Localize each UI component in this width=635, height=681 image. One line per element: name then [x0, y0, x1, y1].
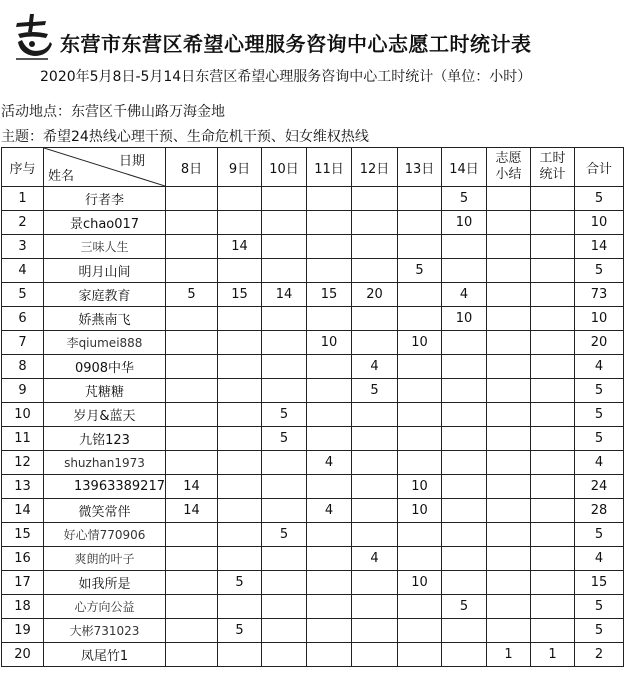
day-hours-cell [166, 427, 218, 451]
day-hours-cell: 5 [398, 259, 442, 283]
day-hours-cell [307, 379, 352, 403]
table-row [2, 283, 624, 307]
day-hours-cell [166, 403, 218, 427]
day-hours-cell [307, 235, 352, 259]
day-hours-cell [442, 499, 487, 523]
day-hours-cell: 4 [307, 499, 352, 523]
summary-hours-cell [487, 307, 531, 331]
row-index-cell: 10 [2, 403, 44, 427]
day-hours-cell: 4 [307, 451, 352, 475]
total-hours-cell: 5 [575, 523, 624, 547]
day-hours-cell [166, 547, 218, 571]
table-row [2, 499, 624, 523]
day-hours-cell [442, 427, 487, 451]
row-index-cell: 9 [2, 379, 44, 403]
day-hours-cell [262, 643, 307, 667]
day-hours-cell [218, 547, 262, 571]
stats-hours-cell [531, 211, 575, 235]
day-hours-cell [262, 355, 307, 379]
day-hours-cell [307, 523, 352, 547]
day-hours-cell [307, 595, 352, 619]
day-hours-cell [262, 331, 307, 355]
day-hours-cell: 5 [166, 283, 218, 307]
stats-hours-cell [531, 331, 575, 355]
stats-hours-cell [531, 355, 575, 379]
stats-hours-cell [531, 187, 575, 211]
day-hours-cell [442, 355, 487, 379]
summary-hours-cell: 1 [487, 643, 531, 667]
stats-hours-cell [531, 379, 575, 403]
stats-hours-cell [531, 259, 575, 283]
day-hours-cell: 5 [352, 379, 398, 403]
day-hours-cell [352, 619, 398, 643]
day-hours-cell [307, 355, 352, 379]
row-index-cell: 3 [2, 235, 44, 259]
day-hours-cell: 10 [442, 307, 487, 331]
volunteer-name-cell: 岁月&蓝天 [44, 403, 166, 427]
volunteer-name-cell: 如我所是 [44, 571, 166, 595]
col-total-header: 合计 [575, 148, 624, 187]
day-hours-cell [218, 355, 262, 379]
summary-hours-cell [487, 235, 531, 259]
day-hours-cell [166, 235, 218, 259]
day-hours-cell [262, 595, 307, 619]
day-hours-cell [398, 523, 442, 547]
volunteer-name-cell: 0908中华 [44, 355, 166, 379]
day-hours-cell [398, 355, 442, 379]
day-hours-cell: 4 [352, 547, 398, 571]
stats-hours-cell [531, 307, 575, 331]
table-row [2, 235, 624, 259]
stats-hours-cell [531, 571, 575, 595]
volunteer-name-cell: 微笑常伴 [44, 499, 166, 523]
col-day-header: 11日 [307, 148, 352, 187]
day-hours-cell [442, 643, 487, 667]
day-hours-cell: 5 [262, 523, 307, 547]
day-hours-cell [398, 283, 442, 307]
day-hours-cell [218, 451, 262, 475]
volunteer-name-cell: 13963389217 [44, 475, 166, 499]
day-hours-cell: 5 [442, 187, 487, 211]
activity-location: 活动地点：东营区千佛山路万海金地 [1, 104, 225, 120]
volunteer-name-cell: 景chao017 [44, 211, 166, 235]
day-hours-cell [262, 235, 307, 259]
row-index-cell: 13 [2, 475, 44, 499]
stats-hours-cell [531, 403, 575, 427]
volunteer-name-cell: 娇燕南飞 [44, 307, 166, 331]
summary-hours-cell [487, 187, 531, 211]
table-header-row [2, 148, 624, 187]
day-hours-cell [166, 451, 218, 475]
day-hours-cell [166, 331, 218, 355]
row-index-cell: 7 [2, 331, 44, 355]
summary-hours-cell [487, 259, 531, 283]
day-hours-cell [352, 475, 398, 499]
table-row [2, 595, 624, 619]
day-hours-cell [218, 307, 262, 331]
day-hours-cell [352, 499, 398, 523]
row-index-cell: 16 [2, 547, 44, 571]
row-index-cell: 5 [2, 283, 44, 307]
total-hours-cell: 10 [575, 211, 624, 235]
col-stats-line1: 工时 [539, 151, 566, 166]
table-row [2, 571, 624, 595]
day-hours-cell [166, 379, 218, 403]
day-hours-cell: 5 [262, 427, 307, 451]
col-day-header: 8日 [166, 148, 218, 187]
summary-hours-cell [487, 547, 531, 571]
total-hours-cell: 24 [575, 475, 624, 499]
day-hours-cell [262, 547, 307, 571]
page-title: 东营市东营区希望心理服务咨询中心志愿工时统计表 [60, 32, 532, 56]
day-hours-cell [307, 619, 352, 643]
day-hours-cell [218, 427, 262, 451]
day-hours-cell: 4 [352, 355, 398, 379]
day-hours-cell: 14 [262, 283, 307, 307]
total-hours-cell: 4 [575, 451, 624, 475]
summary-hours-cell [487, 211, 531, 235]
day-hours-cell [166, 187, 218, 211]
day-hours-cell [398, 211, 442, 235]
volunteer-name-cell: 大彬731023 [44, 619, 166, 643]
row-index-cell: 14 [2, 499, 44, 523]
summary-hours-cell [487, 595, 531, 619]
day-hours-cell [352, 235, 398, 259]
total-hours-cell: 5 [575, 259, 624, 283]
day-hours-cell: 10 [307, 331, 352, 355]
col-name-date-header [44, 148, 166, 187]
day-hours-cell [262, 379, 307, 403]
table-row [2, 187, 624, 211]
day-hours-cell: 15 [218, 283, 262, 307]
day-hours-cell [262, 211, 307, 235]
day-hours-cell [442, 331, 487, 355]
summary-hours-cell [487, 451, 531, 475]
day-hours-cell [166, 595, 218, 619]
total-hours-cell: 10 [575, 307, 624, 331]
day-hours-cell: 5 [442, 595, 487, 619]
total-hours-cell: 5 [575, 427, 624, 451]
volunteer-name-cell: 爽朗的叶子 [44, 547, 166, 571]
day-hours-cell [166, 211, 218, 235]
day-hours-cell [442, 475, 487, 499]
day-hours-cell: 10 [398, 499, 442, 523]
day-hours-cell [262, 451, 307, 475]
day-hours-cell [218, 595, 262, 619]
day-hours-cell [398, 307, 442, 331]
day-hours-cell [218, 187, 262, 211]
stats-hours-cell [531, 427, 575, 451]
volunteer-name-cell: 李qiumei888 [44, 331, 166, 355]
day-hours-cell [307, 547, 352, 571]
day-hours-cell [442, 451, 487, 475]
day-hours-cell [166, 259, 218, 283]
col-summary-header [487, 148, 531, 187]
stats-hours-cell [531, 475, 575, 499]
day-hours-cell [442, 619, 487, 643]
table-row [2, 451, 624, 475]
day-hours-cell [218, 403, 262, 427]
table-row [2, 403, 624, 427]
volunteer-name-cell: 行者李 [44, 187, 166, 211]
day-hours-cell [398, 547, 442, 571]
day-hours-cell [262, 571, 307, 595]
day-hours-cell [352, 307, 398, 331]
day-hours-cell [307, 187, 352, 211]
stats-hours-cell [531, 595, 575, 619]
day-hours-cell [307, 571, 352, 595]
total-hours-cell: 15 [575, 571, 624, 595]
col-index-header: 序与 [2, 148, 44, 187]
stats-hours-cell [531, 283, 575, 307]
col-day-header: 14日 [442, 148, 487, 187]
day-hours-cell [218, 643, 262, 667]
summary-hours-cell [487, 331, 531, 355]
stats-hours-cell [531, 499, 575, 523]
day-hours-cell [307, 475, 352, 499]
row-index-cell: 4 [2, 259, 44, 283]
day-hours-cell [218, 499, 262, 523]
day-hours-cell [442, 571, 487, 595]
day-hours-cell: 4 [442, 283, 487, 307]
total-hours-cell: 5 [575, 187, 624, 211]
day-hours-cell [398, 187, 442, 211]
day-hours-cell [398, 619, 442, 643]
day-hours-cell: 15 [307, 283, 352, 307]
volunteer-name-cell: 三味人生 [44, 235, 166, 259]
day-hours-cell [398, 427, 442, 451]
day-hours-cell: 14 [218, 235, 262, 259]
summary-hours-cell [487, 379, 531, 403]
summary-hours-cell [487, 403, 531, 427]
total-hours-cell: 5 [575, 403, 624, 427]
day-hours-cell [307, 307, 352, 331]
day-hours-cell [352, 595, 398, 619]
day-hours-cell [398, 235, 442, 259]
day-hours-cell [398, 379, 442, 403]
col-day-header: 13日 [398, 148, 442, 187]
summary-hours-cell [487, 283, 531, 307]
col-name-label: 姓名 [48, 169, 75, 184]
day-hours-cell: 5 [218, 571, 262, 595]
volunteer-name-cell: 好心情770906 [44, 523, 166, 547]
table-row [2, 643, 624, 667]
total-hours-cell: 4 [575, 355, 624, 379]
day-hours-cell [166, 619, 218, 643]
row-index-cell: 6 [2, 307, 44, 331]
summary-hours-cell [487, 355, 531, 379]
day-hours-cell [262, 619, 307, 643]
volunteer-name-cell: 凤尾竹1 [44, 643, 166, 667]
day-hours-cell [218, 475, 262, 499]
day-hours-cell [262, 307, 307, 331]
table-row [2, 331, 624, 355]
total-hours-cell: 28 [575, 499, 624, 523]
row-index-cell: 1 [2, 187, 44, 211]
day-hours-cell [442, 523, 487, 547]
table-row [2, 619, 624, 643]
day-hours-cell [352, 571, 398, 595]
day-hours-cell [442, 403, 487, 427]
day-hours-cell [218, 211, 262, 235]
row-index-cell: 8 [2, 355, 44, 379]
day-hours-cell [166, 307, 218, 331]
day-hours-cell [352, 403, 398, 427]
table-row [2, 547, 624, 571]
day-hours-cell [218, 523, 262, 547]
col-day-header: 12日 [352, 148, 398, 187]
day-hours-cell: 14 [166, 475, 218, 499]
day-hours-cell [218, 259, 262, 283]
volunteer-name-cell: 芃糖糖 [44, 379, 166, 403]
table-row [2, 307, 624, 331]
day-hours-cell [307, 427, 352, 451]
day-hours-cell [352, 523, 398, 547]
col-stats-line2: 统计 [539, 167, 566, 182]
stats-hours-cell: 1 [531, 643, 575, 667]
day-hours-cell [307, 643, 352, 667]
summary-hours-cell [487, 619, 531, 643]
activity-theme: 主题：希望24热线心理干预、生命危机干预、妇女维权热线 [1, 129, 369, 145]
day-hours-cell [352, 427, 398, 451]
day-hours-cell [166, 523, 218, 547]
total-hours-cell: 5 [575, 595, 624, 619]
day-hours-cell [307, 403, 352, 427]
col-day-header: 10日 [262, 148, 307, 187]
col-summary-line2: 小结 [495, 167, 522, 182]
row-index-cell: 19 [2, 619, 44, 643]
day-hours-cell: 10 [398, 331, 442, 355]
table-row [2, 259, 624, 283]
col-date-label: 日期 [118, 154, 145, 169]
row-index-cell: 2 [2, 211, 44, 235]
day-hours-cell [262, 475, 307, 499]
total-hours-cell: 73 [575, 283, 624, 307]
day-hours-cell [166, 355, 218, 379]
row-index-cell: 17 [2, 571, 44, 595]
day-hours-cell: 10 [398, 475, 442, 499]
day-hours-cell [218, 379, 262, 403]
stats-hours-cell [531, 451, 575, 475]
col-day-header: 9日 [218, 148, 262, 187]
total-hours-cell: 2 [575, 643, 624, 667]
day-hours-cell [398, 451, 442, 475]
total-hours-cell: 20 [575, 331, 624, 355]
summary-hours-cell [487, 475, 531, 499]
day-hours-cell [166, 643, 218, 667]
day-hours-cell [442, 235, 487, 259]
day-hours-cell [307, 211, 352, 235]
row-index-cell: 20 [2, 643, 44, 667]
table-row [2, 427, 624, 451]
day-hours-cell [352, 187, 398, 211]
row-index-cell: 12 [2, 451, 44, 475]
day-hours-cell [398, 403, 442, 427]
stats-hours-cell [531, 619, 575, 643]
day-hours-cell: 5 [262, 403, 307, 427]
summary-hours-cell [487, 427, 531, 451]
table-row [2, 523, 624, 547]
day-hours-cell [262, 499, 307, 523]
day-hours-cell [442, 259, 487, 283]
hours-table [1, 147, 624, 667]
volunteer-name-cell: 心方向公益 [44, 595, 166, 619]
day-hours-cell: 10 [398, 571, 442, 595]
volunteer-name-cell: 明月山间 [44, 259, 166, 283]
row-index-cell: 11 [2, 427, 44, 451]
day-hours-cell [166, 571, 218, 595]
summary-hours-cell [487, 499, 531, 523]
day-hours-cell [352, 451, 398, 475]
total-hours-cell: 14 [575, 235, 624, 259]
day-hours-cell [262, 187, 307, 211]
hope-character-logo-icon [8, 10, 56, 62]
day-hours-cell [352, 211, 398, 235]
total-hours-cell: 4 [575, 547, 624, 571]
page-subtitle: 2020年5月8日-5月14日东营区希望心理服务咨询中心工时统计（单位：小时） [40, 69, 532, 85]
day-hours-cell [398, 595, 442, 619]
volunteer-name-cell: 家庭教育 [44, 283, 166, 307]
table-row [2, 355, 624, 379]
row-index-cell: 15 [2, 523, 44, 547]
col-summary-line1: 志愿 [495, 151, 522, 166]
stats-hours-cell [531, 547, 575, 571]
table-row [2, 211, 624, 235]
day-hours-cell [352, 259, 398, 283]
day-hours-cell [442, 547, 487, 571]
day-hours-cell [398, 643, 442, 667]
summary-hours-cell [487, 523, 531, 547]
volunteer-name-cell: 九铭123 [44, 427, 166, 451]
day-hours-cell [442, 379, 487, 403]
table-row [2, 379, 624, 403]
row-index-cell: 18 [2, 595, 44, 619]
col-stats-header [531, 148, 575, 187]
total-hours-cell: 5 [575, 379, 624, 403]
total-hours-cell: 5 [575, 619, 624, 643]
day-hours-cell [307, 259, 352, 283]
day-hours-cell: 5 [218, 619, 262, 643]
day-hours-cell [218, 331, 262, 355]
summary-hours-cell [487, 571, 531, 595]
day-hours-cell: 10 [442, 211, 487, 235]
table-row [2, 475, 624, 499]
day-hours-cell: 14 [166, 499, 218, 523]
day-hours-cell [352, 331, 398, 355]
day-hours-cell [262, 259, 307, 283]
day-hours-cell: 20 [352, 283, 398, 307]
day-hours-cell [352, 643, 398, 667]
volunteer-name-cell: shuzhan1973 [44, 451, 166, 475]
stats-hours-cell [531, 235, 575, 259]
stats-hours-cell [531, 523, 575, 547]
